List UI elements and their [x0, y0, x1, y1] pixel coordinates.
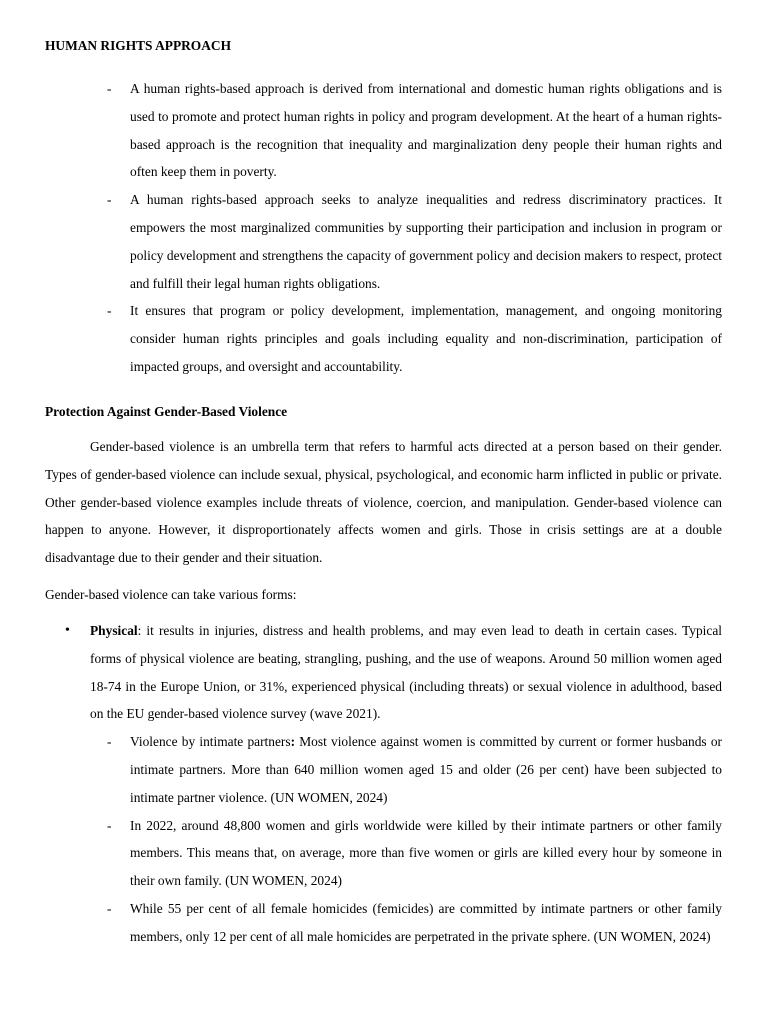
section-title-gbv: Protection Against Gender-Based Violence — [45, 404, 288, 419]
sub-item-text: Most violence against women is committed by current or former husbands or intimate partners. More than 640 million women aged 15 and older (26 per cent) have been subjected to intimate partner violence. (UN WOMEN, 2024) — [130, 734, 722, 805]
sub-item-text: In 2022, around 48,800 women and girls worldwide were killed by their intimate partners or other family members. This means that, on average, more than five women or girls are killed every hour by someone in their own family. (UN WOMEN, 2024) — [130, 817, 722, 889]
bullet-item-physical — [45, 617, 722, 728]
physical-text: : it results in injuries, distress and health problems, and may even lead to death in certain cases. Typical forms of physical violence are beating, strangling, pushing, and the use of weapons. Around 50 million women aged 18-74 in the Europe Union, or 31%, experienced physical (including threats) or sexual violence in adulthood, based on the EU gender-based violence survey (wave 2021). — [90, 623, 722, 722]
list-item — [45, 186, 722, 297]
physical-sub-list — [45, 728, 722, 950]
human-rights-list — [45, 75, 722, 381]
list-item-text: It ensures that program or policy development, implementation, management, and ongoing monitoring consider human rights principles and goals including equality and non-discrimination, participation of impacted groups, and oversight and accountability. — [130, 303, 722, 374]
dash-marker: - — [107, 817, 112, 833]
gbv-paragraph: Gender-based violence is an umbrella term that refers to harmful acts directed at a person based on their gender. Types of gender-based violence can include sexual, physical, psychological, and economic harm inflicted in public or private. Other gender-based violence examples include threats of violence, coercion, and manipulation. Gender-based violence can happen to anyone. However, it disproportionately affects women and girls. Those in crisis settings are at a double disadvantage due to their gender and their situation. — [45, 439, 722, 566]
gbv-forms-intro: Gender-based violence can take various forms: — [45, 587, 297, 602]
section-title-human-rights: HUMAN RIGHTS APPROACH — [45, 38, 231, 53]
sub-item-lead-sep: : — [290, 734, 296, 750]
dash-marker: - — [107, 81, 112, 96]
dash-marker: - — [107, 900, 112, 916]
dash-marker: - — [107, 192, 112, 208]
sub-item-lead: Violence by intimate partners — [130, 734, 291, 750]
dash-marker: - — [107, 303, 112, 319]
list-item-text: A human rights-based approach seeks to analyze inequalities and redress discriminatory practices. It empowers the most marginalized communities by supporting their participation and inclusion in program or policy development and strengthens the capacity of government policy and decision makers to respect, protect and fulfill their legal human rights obligations. — [130, 192, 722, 291]
bullet-marker: • — [65, 623, 70, 638]
list-item — [45, 728, 722, 811]
list-item — [45, 812, 722, 895]
list-item — [45, 75, 722, 186]
sub-item-text: While 55 per cent of all female homicides (femicides) are committed by intimate partners or other family members, only 12 per cent of all male homicides are perpetrated in the private sphere. (UN WOMEN, 2024) — [130, 900, 722, 944]
physical-label: Physical — [90, 623, 138, 638]
list-item-text: A human rights-based approach is derived from international and domestic human rights obligations and is used to promote and protect human rights in policy and program development. At the heart of a human rights-based approach is the recognition that inequality and marginalization deny people their human rights and often keep them in poverty. — [130, 81, 722, 180]
list-item — [45, 297, 722, 380]
gbv-forms-list — [45, 617, 722, 951]
list-item — [45, 895, 722, 951]
dash-marker: - — [107, 734, 112, 750]
